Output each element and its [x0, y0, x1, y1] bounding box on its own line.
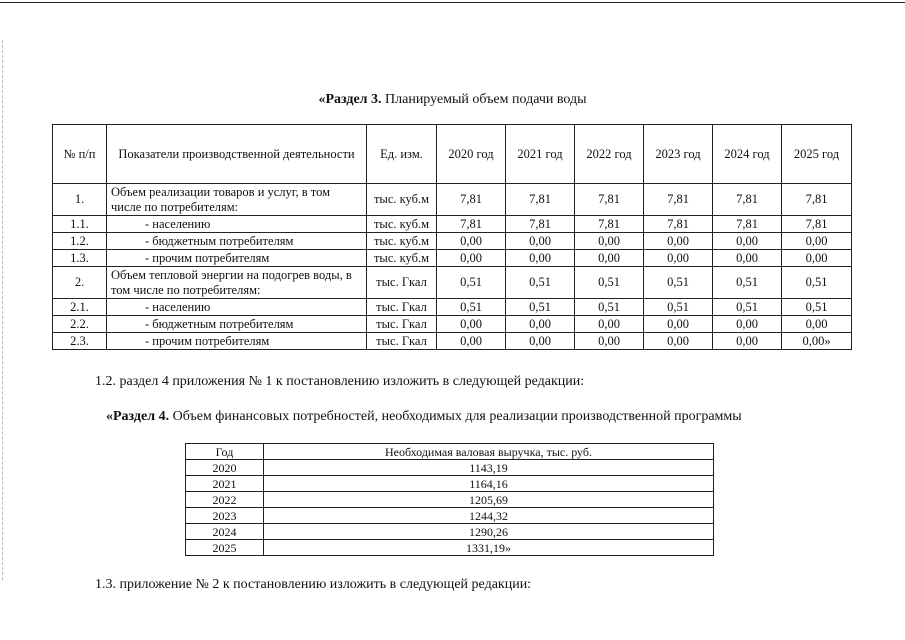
value-cell: 0,00 — [506, 233, 575, 250]
indicator-name: Объем тепловой энергии на подогрев воды, в том числе по потребителям: — [107, 267, 367, 299]
year-cell: 2020 — [186, 460, 264, 476]
paragraph-1-2: 1.2. раздел 4 приложения № 1 к постановлению изложить в следующей редакции: — [95, 374, 585, 389]
column-header: Ед. изм. — [367, 125, 437, 184]
section3-title-bold: «Раздел 3. — [318, 92, 382, 107]
value-cell: 0,51 — [437, 267, 506, 299]
unit-cell: тыс. куб.м — [367, 184, 437, 216]
table-row — [53, 233, 852, 250]
margin-dots — [2, 40, 3, 580]
column-header: 2023 год — [644, 125, 713, 184]
value-cell: 7,81 — [782, 184, 852, 216]
revenue-cell: 1244,32 — [264, 508, 714, 524]
value-cell: 0,00 — [644, 333, 713, 350]
value-cell: 7,81 — [437, 216, 506, 233]
unit-cell: тыс. куб.м — [367, 233, 437, 250]
table-row — [186, 476, 714, 492]
indicator-name: - прочим потребителям — [107, 250, 367, 267]
value-cell: 0,51 — [644, 267, 713, 299]
value-cell: 0,00 — [575, 233, 644, 250]
value-cell: 0,00 — [575, 333, 644, 350]
value-cell: 0,51 — [506, 267, 575, 299]
revenue-cell: 1205,69 — [264, 492, 714, 508]
row-number: 1.2. — [53, 233, 107, 250]
unit-cell: тыс. Гкал — [367, 267, 437, 299]
unit-cell: тыс. Гкал — [367, 299, 437, 316]
row-number: 1.1. — [53, 216, 107, 233]
revenue-table — [185, 443, 714, 556]
table-row — [53, 216, 852, 233]
table-row — [53, 333, 852, 350]
value-cell: 0,00 — [713, 333, 782, 350]
column-header: Год — [186, 444, 264, 460]
value-cell: 0,51 — [713, 299, 782, 316]
indicator-name: - бюджетным потребителям — [107, 233, 367, 250]
column-header: 2020 год — [437, 125, 506, 184]
section3-title-rest: Планируемый объем подачи воды — [381, 92, 587, 107]
indicator-name: - населению — [107, 216, 367, 233]
value-cell: 7,81 — [437, 184, 506, 216]
table-row — [53, 316, 852, 333]
value-cell: 7,81 — [644, 216, 713, 233]
section4-title-rest: Объем финансовых потребностей, необходимых для реализации производственной программы — [169, 409, 742, 424]
value-cell: 0,00 — [506, 316, 575, 333]
value-cell: 0,51 — [713, 267, 782, 299]
value-cell: 7,81 — [575, 184, 644, 216]
section4-title-bold: «Раздел 4. — [106, 409, 170, 424]
column-header: № п/п — [53, 125, 107, 184]
value-cell: 0,00 — [575, 250, 644, 267]
row-number: 2. — [53, 267, 107, 299]
column-header: 2021 год — [506, 125, 575, 184]
value-cell: 0,00» — [782, 333, 852, 350]
top-rule — [0, 2, 905, 3]
revenue-cell: 1143,19 — [264, 460, 714, 476]
value-cell: 0,00 — [575, 316, 644, 333]
value-cell: 0,00 — [644, 316, 713, 333]
revenue-cell: 1290,26 — [264, 524, 714, 540]
table-row — [53, 250, 852, 267]
row-number: 2.1. — [53, 299, 107, 316]
table-row — [186, 524, 714, 540]
value-cell: 0,51 — [437, 299, 506, 316]
revenue-cell: 1331,19» — [264, 540, 714, 556]
value-cell: 7,81 — [644, 184, 713, 216]
value-cell: 0,00 — [437, 316, 506, 333]
value-cell: 0,00 — [713, 250, 782, 267]
paragraph-1-3: 1.3. приложение № 2 к постановлению изложить в следующей редакции: — [95, 577, 532, 592]
value-cell: 0,51 — [575, 299, 644, 316]
table-row — [53, 299, 852, 316]
table-row — [53, 267, 852, 299]
table-row — [186, 508, 714, 524]
value-cell: 0,00 — [506, 333, 575, 350]
year-cell: 2024 — [186, 524, 264, 540]
column-header: Показатели производственной деятельности — [107, 125, 367, 184]
table-header-row — [53, 125, 852, 184]
unit-cell: тыс. куб.м — [367, 250, 437, 267]
table-row — [186, 460, 714, 476]
value-cell: 7,81 — [575, 216, 644, 233]
indicator-name: - населению — [107, 299, 367, 316]
row-number: 1.3. — [53, 250, 107, 267]
value-cell: 0,51 — [506, 299, 575, 316]
value-cell: 0,51 — [782, 267, 852, 299]
value-cell: 0,00 — [782, 316, 852, 333]
table-row — [53, 184, 852, 216]
year-cell: 2023 — [186, 508, 264, 524]
column-header: 2022 год — [575, 125, 644, 184]
value-cell: 0,00 — [437, 233, 506, 250]
value-cell: 7,81 — [713, 216, 782, 233]
column-header: 2025 год — [782, 125, 852, 184]
indicator-name: - прочим потребителям — [107, 333, 367, 350]
unit-cell: тыс. Гкал — [367, 316, 437, 333]
water-supply-table — [52, 124, 852, 350]
year-cell: 2022 — [186, 492, 264, 508]
table-header-row — [186, 444, 714, 460]
table-row — [186, 540, 714, 556]
row-number: 2.3. — [53, 333, 107, 350]
value-cell: 0,51 — [575, 267, 644, 299]
indicator-name: - бюджетным потребителям — [107, 316, 367, 333]
unit-cell: тыс. Гкал — [367, 333, 437, 350]
value-cell: 7,81 — [506, 216, 575, 233]
value-cell: 0,00 — [782, 233, 852, 250]
column-header: 2024 год — [713, 125, 782, 184]
value-cell: 7,81 — [782, 216, 852, 233]
value-cell: 0,00 — [506, 250, 575, 267]
value-cell: 0,51 — [782, 299, 852, 316]
value-cell: 0,00 — [782, 250, 852, 267]
year-cell: 2025 — [186, 540, 264, 556]
value-cell: 0,00 — [644, 250, 713, 267]
section4-title — [106, 409, 742, 425]
row-number: 1. — [53, 184, 107, 216]
revenue-cell: 1164,16 — [264, 476, 714, 492]
row-number: 2.2. — [53, 316, 107, 333]
value-cell: 0,00 — [644, 233, 713, 250]
year-cell: 2021 — [186, 476, 264, 492]
column-header: Необходимая валовая выручка, тыс. руб. — [264, 444, 714, 460]
value-cell: 0,00 — [437, 333, 506, 350]
unit-cell: тыс. куб.м — [367, 216, 437, 233]
table-row — [186, 492, 714, 508]
value-cell: 7,81 — [713, 184, 782, 216]
value-cell: 0,00 — [437, 250, 506, 267]
value-cell: 7,81 — [506, 184, 575, 216]
value-cell: 0,00 — [713, 233, 782, 250]
indicator-name: Объем реализации товаров и услуг, в том числе по потребителям: — [107, 184, 367, 216]
value-cell: 0,51 — [644, 299, 713, 316]
section3-title — [0, 92, 905, 108]
value-cell: 0,00 — [713, 316, 782, 333]
